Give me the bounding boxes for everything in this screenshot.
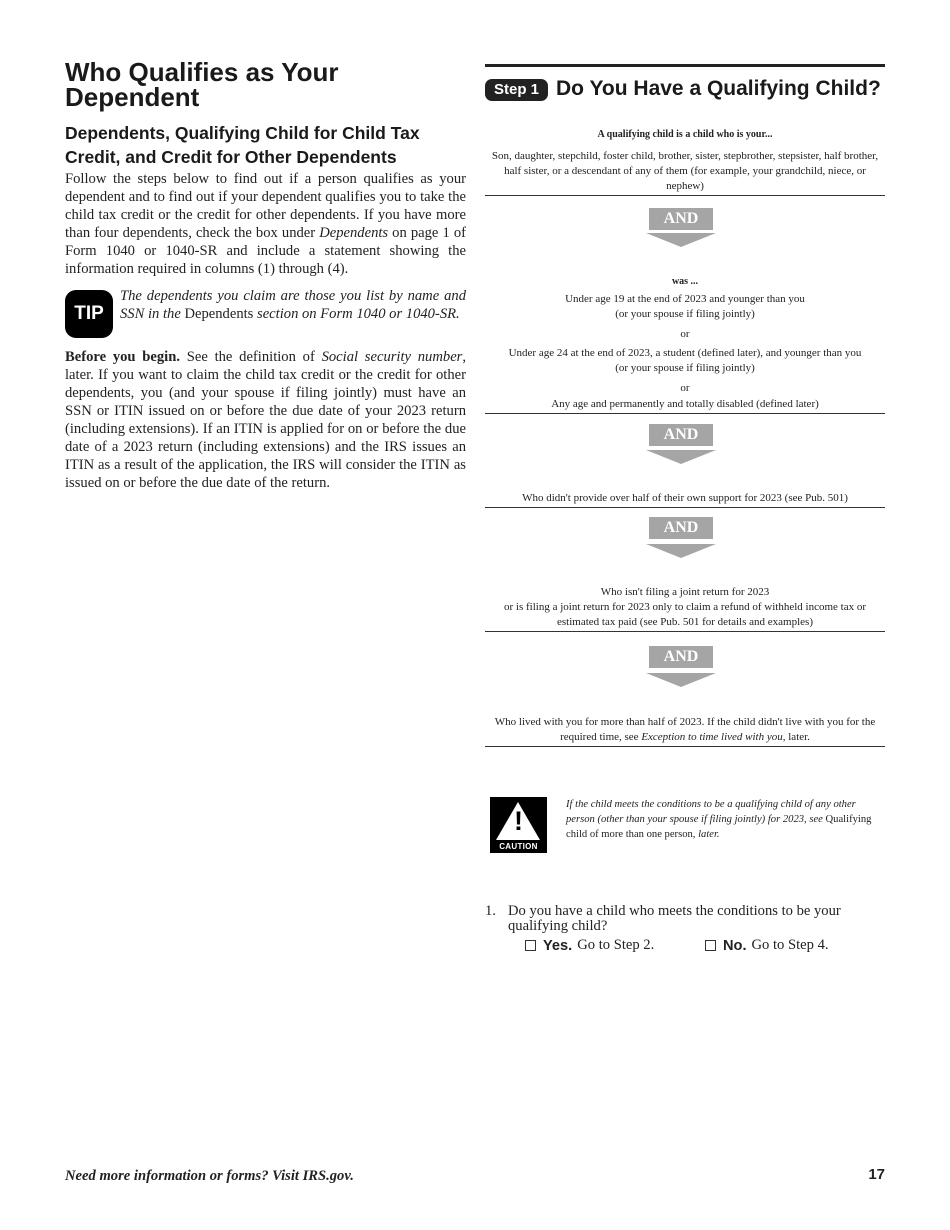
question-text: Do you have a child who meets the conditions to be your qualifying child? — [508, 903, 841, 934]
was-label: was ... — [671, 276, 699, 287]
yes-checkbox[interactable] — [525, 940, 536, 951]
and-label: AND — [649, 424, 713, 446]
and-label: AND — [649, 517, 713, 539]
before-you-begin-lead: Before you begin. — [65, 349, 180, 366]
intro-text-dependents: Dependents — [319, 224, 389, 241]
down-arrow-icon — [646, 450, 716, 464]
caution-icon — [490, 797, 547, 853]
qualifying-child-intro: A qualifying child is a child who is your... — [597, 129, 773, 140]
lived-text-c: , later. — [782, 731, 810, 743]
and-label: AND — [649, 208, 713, 230]
caution-note — [490, 797, 880, 853]
down-arrow-icon — [646, 544, 716, 558]
intro-text-c: on page 1 of Form 1040 or 1040-SR and include a statement showing the information required in columns (1) through (4). — [65, 224, 466, 277]
intro-paragraph — [65, 171, 466, 278]
no-label: No. — [723, 937, 747, 954]
step-title: Do You Have a Qualifying Child? — [556, 77, 881, 100]
caution-text-c: later. — [695, 829, 720, 840]
top-rule — [485, 64, 885, 67]
lived-text-exception: Exception to time lived with you — [641, 731, 783, 743]
no-checkbox[interactable] — [705, 940, 716, 951]
before-you-begin-paragraph — [65, 349, 466, 492]
right-column — [485, 64, 885, 747]
and-label: AND — [649, 646, 713, 668]
down-arrow-icon — [646, 673, 716, 687]
page-title: Who Qualifies as Your Dependent — [65, 57, 339, 112]
tip-icon: TIP — [65, 290, 113, 338]
step-header — [485, 76, 885, 101]
caution-label: CAUTION — [499, 842, 538, 851]
before-text-a: See the definition of — [180, 349, 322, 366]
caution-text — [566, 797, 880, 853]
or-label-1: or — [680, 328, 690, 340]
page-number: 17 — [868, 1166, 885, 1183]
answer-no[interactable] — [705, 937, 829, 954]
tip-text-c: section on Form 1040 or 1040-SR. — [253, 306, 460, 323]
intro-text-a: Follow the steps below to find out if a person qualifies as your dependent and to find out if your dependent qualifies you to take the child tax credit or the credit for other dependents. If you have more than four dependents, check the box under — [65, 171, 466, 241]
left-column — [65, 57, 467, 493]
caution-text-a: If the child meets the conditions to be a qualifying child of any other person (other than your spouse if filing jointly) for 2023, see — [566, 799, 856, 825]
age-condition-2b: (or your spouse if filing jointly) — [615, 362, 755, 374]
tip-text-a: The dependents you claim are those you list by name and SSN in the — [120, 288, 466, 323]
caution-text-b: Qualifying child of more than one person, — [566, 814, 872, 840]
tip-text-dependents: Dependents — [184, 306, 254, 323]
section-subtitle: Dependents, Qualifying Child for Child Tax Credit, and Credit for Other Dependents — [65, 123, 420, 167]
relation-box: Son, daughter, stepchild, foster child, brother, sister, stepbrother, stepsister, half brother, half sister, or a descendant of any of them (for example, your grandchild, niece, or nephew) — [485, 149, 885, 196]
footer-text: Need more information or forms? Visit IRS.gov. — [65, 1168, 354, 1184]
age-condition-1b: (or your spouse if filing jointly) — [615, 308, 755, 320]
step-badge: Step 1 — [485, 79, 548, 101]
or-label-2: or — [680, 382, 690, 394]
question-number: 1. — [485, 903, 496, 919]
yes-label: Yes. — [543, 937, 573, 954]
lived-text-a: Who lived with you for more than half of 2023. If the child didn't live with you for the required time, see — [494, 716, 876, 743]
answer-yes[interactable] — [525, 937, 705, 954]
question-1 — [485, 904, 885, 934]
before-text-ssn: Social security number — [321, 349, 463, 366]
answer-options — [525, 937, 829, 954]
lived-with-condition — [485, 715, 885, 747]
support-condition: Who didn't provide over half of their own support for 2023 (see Pub. 501) — [485, 491, 885, 508]
joint-return-condition-1: Who isn't filing a joint return for 2023 — [600, 586, 770, 598]
age-condition-1: Under age 19 at the end of 2023 and younger than you — [565, 293, 805, 305]
age-condition-3: Any age and permanently and totally disabled (defined later) — [485, 397, 885, 414]
caution-exclamation: ! — [514, 806, 523, 836]
tip-text — [120, 288, 466, 338]
no-text: Go to Step 4. — [751, 937, 829, 953]
yes-text: Go to Step 2. — [577, 937, 655, 953]
before-text-c: , later. If you want to claim the child tax credit or the credit for other dependents, you (and your spouse if filing jointly) must have an SSN or ITIN issued on or before the due date of your 2023 return (including extensions). If an ITIN is applied for on or before the due date of a 2023 return (including extensions) and the IRS issues an ITIN as a result of the application, the IRS will consider the ITIN as issued on or before the due date of the return. — [65, 349, 467, 491]
tip-note — [65, 288, 466, 338]
joint-return-condition-2: or is filing a joint return for 2023 only to claim a refund of withheld income tax or estimated tax paid (see Pub. 501 for details and examples) — [485, 600, 885, 632]
age-condition-2: Under age 24 at the end of 2023, a student (defined later), and younger than you — [508, 347, 862, 359]
down-arrow-icon — [646, 233, 716, 247]
